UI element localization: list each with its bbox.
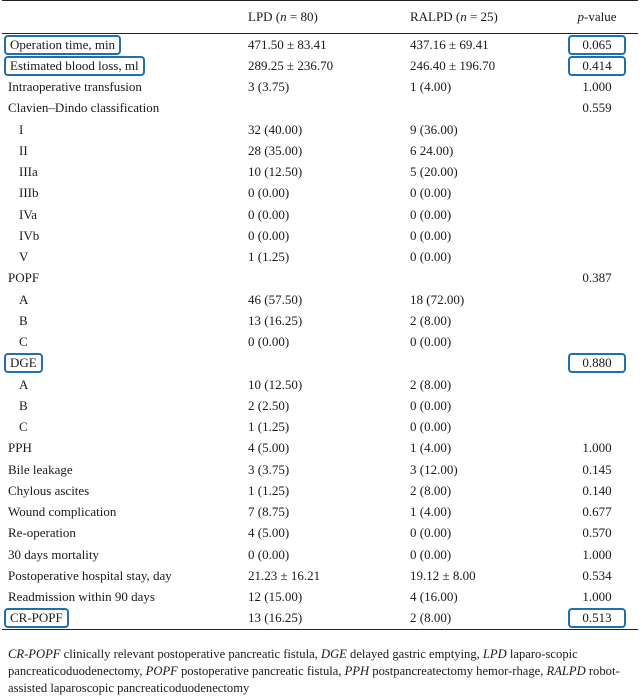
- table-row: [2, 77, 638, 98]
- row-label-cell: [2, 544, 248, 565]
- ralpd-value: 4 (16.00): [410, 589, 458, 605]
- p-value-cell: [556, 289, 638, 310]
- row-label: DGE: [4, 353, 43, 373]
- p-value-cell: [556, 608, 638, 630]
- row-label-cell: [2, 140, 248, 161]
- row-label: PPH: [8, 440, 32, 456]
- lpd-value: 0 (0.00): [248, 227, 290, 243]
- table-row: [2, 98, 638, 119]
- row-label: C: [19, 334, 28, 350]
- p-value-cell: [556, 225, 638, 246]
- p-value-cell: [556, 119, 638, 140]
- footnote-abbrev: POPF: [145, 664, 178, 678]
- row-label-cell: [2, 459, 248, 480]
- p-value-cell: [556, 204, 638, 225]
- table-row: [2, 459, 638, 480]
- ralpd-value: 1 (4.00): [410, 440, 452, 456]
- row-label-cell: [2, 162, 248, 183]
- row-label: B: [19, 312, 28, 328]
- row-label: Operation time, min: [4, 35, 121, 55]
- p-value-cell: [556, 587, 638, 608]
- lpd-value: 471.50 ± 83.41: [248, 36, 327, 52]
- p-value-cell: [556, 374, 638, 395]
- row-label-cell: [2, 523, 248, 544]
- ralpd-value: 5 (20.00): [410, 164, 458, 180]
- row-label: Wound complication: [8, 504, 117, 520]
- ralpd-value: 0 (0.00): [410, 397, 452, 413]
- row-label-cell: [2, 395, 248, 416]
- p-value: 1.000: [582, 79, 612, 95]
- footnote-abbrev: DGE: [320, 647, 347, 661]
- p-value: 0.145: [582, 461, 612, 477]
- row-label-cell: [2, 268, 248, 289]
- lpd-value: 28 (35.00): [248, 142, 303, 158]
- row-label: IIIb: [19, 185, 39, 201]
- ralpd-value: 1 (4.00): [410, 504, 452, 520]
- p-value: 1.000: [582, 589, 612, 605]
- table-row: [2, 183, 638, 204]
- lpd-value: [248, 268, 410, 289]
- table-row: [2, 587, 638, 608]
- p-value-cell: [556, 268, 638, 289]
- p-value: 0.559: [582, 100, 612, 116]
- row-label-cell: [2, 608, 248, 630]
- row-label: IIIa: [19, 164, 38, 180]
- table-row: [2, 34, 638, 56]
- table-row: [2, 310, 638, 331]
- ralpd-value: 0 (0.00): [410, 206, 452, 222]
- row-label-cell: [2, 289, 248, 310]
- ralpd-value: 2 (8.00): [410, 608, 556, 630]
- ralpd-value: 0 (0.00): [410, 185, 452, 201]
- ralpd-value: [410, 98, 556, 119]
- table-row: [2, 565, 638, 586]
- lpd-value: 289.25 ± 236.70: [248, 57, 334, 73]
- outcomes-table-container: [2, 0, 638, 630]
- row-label-cell: [2, 98, 248, 119]
- p-value: 0.414: [568, 56, 625, 76]
- row-label-cell: [2, 310, 248, 331]
- lpd-value: 21.23 ± 16.21: [248, 567, 321, 583]
- p-value-cell: [556, 332, 638, 353]
- p-value: 0.513: [568, 608, 625, 628]
- table-row: [2, 332, 638, 353]
- table-row: [2, 438, 638, 459]
- row-label-cell: [2, 119, 248, 140]
- table-row: [2, 417, 638, 438]
- row-label: A: [19, 291, 29, 307]
- row-label-cell: [2, 77, 248, 98]
- lpd-value: 13 (16.25): [248, 608, 410, 630]
- p-value-cell: [556, 140, 638, 161]
- row-label: B: [19, 397, 28, 413]
- p-value-cell: [556, 523, 638, 544]
- p-value-cell: [556, 459, 638, 480]
- p-value-cell: [556, 98, 638, 119]
- row-label: C: [19, 419, 28, 435]
- row-label: POPF: [8, 270, 40, 286]
- row-label-cell: [2, 480, 248, 501]
- p-value-cell: [556, 353, 638, 374]
- p-value-cell: [556, 417, 638, 438]
- row-label: 30 days mortality: [8, 546, 99, 562]
- lpd-value: 7 (8.75): [248, 504, 290, 520]
- table-body: [2, 34, 638, 630]
- p-value: 0.065: [568, 35, 625, 55]
- row-label: V: [19, 249, 29, 265]
- footnote-abbrev: LPD: [482, 647, 507, 661]
- table-row: [2, 140, 638, 161]
- header-p-value: p-value: [556, 1, 638, 34]
- row-label: Estimated blood loss, ml: [4, 56, 145, 76]
- lpd-value: 0 (0.00): [248, 185, 290, 201]
- p-value-cell: [556, 183, 638, 204]
- lpd-value: 1 (1.25): [248, 482, 290, 498]
- p-value: 1.000: [582, 546, 612, 562]
- table-row: [2, 374, 638, 395]
- footnote-abbrev: RALPD: [546, 664, 586, 678]
- table-row: [2, 119, 638, 140]
- table-header-row: [2, 1, 638, 34]
- p-value: 1.000: [582, 440, 612, 456]
- header-ralpd: RALPD (n = 25): [410, 1, 556, 34]
- row-label: Bile leakage: [8, 461, 73, 477]
- p-value-cell: [556, 438, 638, 459]
- row-label: I: [19, 121, 24, 137]
- lpd-value: 0 (0.00): [248, 334, 290, 350]
- row-label: A: [19, 376, 29, 392]
- p-value: 0.570: [582, 525, 612, 541]
- p-value-cell: [556, 247, 638, 268]
- row-label: Chylous ascites: [8, 482, 90, 498]
- ralpd-value: [410, 353, 556, 374]
- table-footnote: CR-POPF clinically relevant postoperative pancreatic fistula, DGE delayed gastric emptying, LPD laparo-scopic pancreaticoduodenectomy, POPF postoperative pancreatic fistula, PPH postpancreatectomy hemor-rhage, RALPD robot-assisted laparoscopic pancreaticoduodenectomy: [8, 647, 620, 695]
- ralpd-value: 9 (36.00): [410, 121, 458, 137]
- table-row: [2, 204, 638, 225]
- row-label: Readmission within 90 days: [8, 589, 155, 605]
- table-row: [2, 268, 638, 289]
- lpd-value: 1 (1.25): [248, 419, 290, 435]
- lpd-value: 12 (15.00): [248, 589, 303, 605]
- ralpd-value: 0 (0.00): [410, 227, 452, 243]
- table-row: [2, 55, 638, 76]
- lpd-value: 32 (40.00): [248, 121, 303, 137]
- table-row: [2, 395, 638, 416]
- lpd-value: 0 (0.00): [248, 206, 290, 222]
- p-value-cell: [556, 544, 638, 565]
- lpd-value: 3 (3.75): [248, 79, 290, 95]
- ralpd-value: 2 (8.00): [410, 312, 452, 328]
- p-value-cell: [556, 480, 638, 501]
- ralpd-value: 1 (4.00): [410, 79, 452, 95]
- row-label-cell: [2, 55, 248, 76]
- ralpd-value: 437.16 ± 69.41: [410, 36, 489, 52]
- lpd-value: [248, 98, 410, 119]
- lpd-value: 13 (16.25): [248, 312, 303, 328]
- row-label-cell: [2, 34, 248, 56]
- p-value: 0.387: [582, 270, 612, 286]
- outcomes-table: [2, 0, 638, 630]
- row-label: CR-POPF: [4, 608, 69, 628]
- p-value-cell: [556, 395, 638, 416]
- ralpd-value: 0 (0.00): [410, 525, 452, 541]
- row-label: IVb: [19, 227, 40, 243]
- row-label-cell: [2, 565, 248, 586]
- table-row: [2, 162, 638, 183]
- ralpd-value: 0 (0.00): [410, 419, 452, 435]
- ralpd-value: 0 (0.00): [410, 334, 452, 350]
- p-value-cell: [556, 34, 638, 56]
- row-label-cell: [2, 332, 248, 353]
- footnote-abbrev: PPH: [344, 664, 370, 678]
- lpd-value: 4 (5.00): [248, 440, 290, 456]
- row-label-cell: [2, 417, 248, 438]
- table-row: [2, 523, 638, 544]
- row-label-cell: [2, 374, 248, 395]
- row-label: IVa: [19, 206, 38, 222]
- ralpd-value: 2 (8.00): [410, 482, 452, 498]
- p-value: 0.677: [582, 504, 612, 520]
- table-row: [2, 247, 638, 268]
- lpd-value: 2 (2.50): [248, 397, 290, 413]
- ralpd-value: 2 (8.00): [410, 376, 452, 392]
- ralpd-value: 18 (72.00): [410, 291, 465, 307]
- table-row: [2, 225, 638, 246]
- lpd-value: 3 (3.75): [248, 461, 290, 477]
- ralpd-value: 0 (0.00): [410, 546, 452, 562]
- header-lpd: LPD (n = 80): [248, 1, 410, 34]
- p-value-cell: [556, 162, 638, 183]
- row-label-cell: [2, 247, 248, 268]
- lpd-value: [248, 353, 410, 374]
- ralpd-value: 246.40 ± 196.70: [410, 57, 496, 73]
- ralpd-value: 0 (0.00): [410, 249, 452, 265]
- lpd-value: 10 (12.50): [248, 376, 303, 392]
- row-label-cell: [2, 587, 248, 608]
- p-value-cell: [556, 565, 638, 586]
- ralpd-value: [410, 268, 556, 289]
- ralpd-value: 6 24.00): [410, 142, 454, 158]
- p-value: 0.534: [582, 567, 612, 583]
- p-value-cell: [556, 502, 638, 523]
- p-value: 0.140: [582, 482, 612, 498]
- lpd-value: 1 (1.25): [248, 249, 290, 265]
- row-label-cell: [2, 225, 248, 246]
- table-row: [2, 289, 638, 310]
- row-label-cell: [2, 353, 248, 374]
- table-row: [2, 502, 638, 523]
- table-row: [2, 353, 638, 374]
- table-row: [2, 480, 638, 501]
- lpd-value: 46 (57.50): [248, 291, 303, 307]
- lpd-value: 4 (5.00): [248, 525, 290, 541]
- lpd-value: 10 (12.50): [248, 164, 303, 180]
- row-label-cell: [2, 438, 248, 459]
- row-label: Postoperative hospital stay, day: [8, 567, 172, 583]
- row-label: II: [19, 142, 28, 158]
- lpd-value: 0 (0.00): [248, 546, 290, 562]
- table-row: [2, 544, 638, 565]
- row-label-cell: [2, 183, 248, 204]
- row-label: Clavien–Dindo classification: [8, 100, 160, 116]
- ralpd-value: 19.12 ± 8.00: [410, 567, 476, 583]
- header-variable: [2, 1, 248, 34]
- p-value-cell: [556, 77, 638, 98]
- footnote-abbrev: CR-POPF: [8, 647, 61, 661]
- p-value: 0.880: [568, 353, 625, 373]
- row-label-cell: [2, 502, 248, 523]
- row-label: Re-operation: [8, 525, 76, 541]
- p-value-cell: [556, 55, 638, 76]
- p-value-cell: [556, 310, 638, 331]
- row-label: Intraoperative transfusion: [8, 79, 142, 95]
- row-label-cell: [2, 204, 248, 225]
- ralpd-value: 3 (12.00): [410, 461, 458, 477]
- table-row: [2, 608, 638, 630]
